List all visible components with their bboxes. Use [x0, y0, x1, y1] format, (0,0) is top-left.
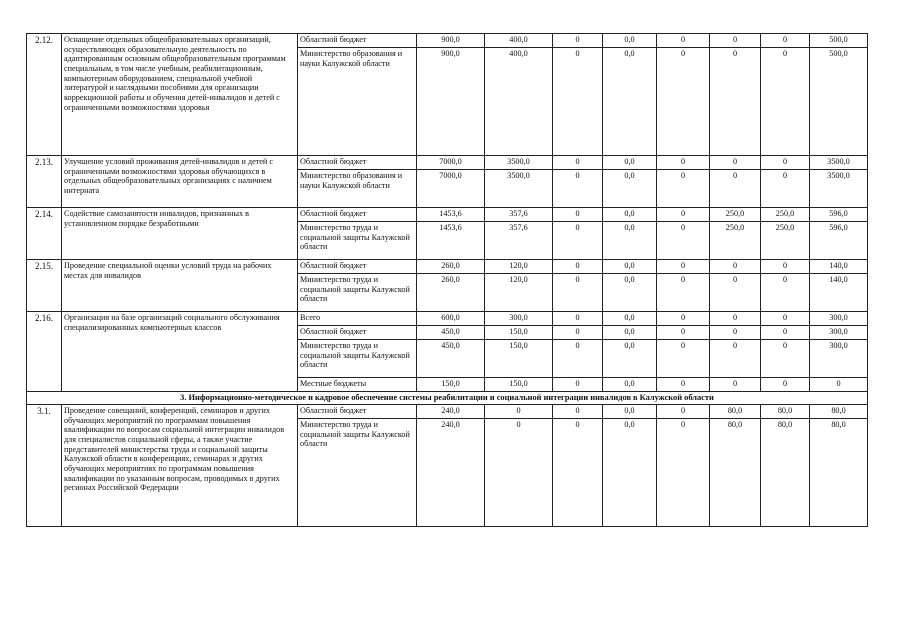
- value-year-1: 0: [485, 404, 553, 418]
- value-year-4: 0: [657, 326, 710, 340]
- program-table: [26, 33, 868, 527]
- value-year-5: 80,0: [710, 404, 761, 418]
- value-total: 450,0: [417, 340, 485, 378]
- table-row: [27, 260, 868, 274]
- value-year-7: 500,0: [810, 34, 868, 48]
- value-year-7: 300,0: [810, 312, 868, 326]
- value-year-2: 0: [553, 418, 603, 526]
- item-number: 2.12.: [27, 34, 62, 156]
- funding-source: Областной бюджет: [298, 34, 417, 48]
- value-year-4: 0: [657, 222, 710, 260]
- table-row: [27, 156, 868, 170]
- value-year-1: 400,0: [485, 34, 553, 48]
- value-total: 1453,6: [417, 208, 485, 222]
- value-year-1: 150,0: [485, 326, 553, 340]
- value-year-1: 357,6: [485, 222, 553, 260]
- value-year-6: 0: [761, 378, 810, 392]
- value-year-6: 250,0: [761, 222, 810, 260]
- value-year-6: 0: [761, 274, 810, 312]
- value-year-1: 300,0: [485, 312, 553, 326]
- value-year-5: 0: [710, 260, 761, 274]
- value-year-3: 0,0: [603, 312, 657, 326]
- value-year-6: 0: [761, 34, 810, 48]
- funding-source: Министерство труда и социальной защиты Калужской области: [298, 418, 417, 526]
- item-number: 2.13.: [27, 156, 62, 208]
- value-year-6: 0: [761, 326, 810, 340]
- value-year-6: 0: [761, 312, 810, 326]
- value-year-4: 0: [657, 378, 710, 392]
- value-year-4: 0: [657, 404, 710, 418]
- value-year-4: 0: [657, 156, 710, 170]
- value-year-2: 0: [553, 378, 603, 392]
- value-year-7: 3500,0: [810, 156, 868, 170]
- value-year-6: 0: [761, 48, 810, 156]
- value-year-4: 0: [657, 170, 710, 208]
- value-year-4: 0: [657, 48, 710, 156]
- value-year-7: 0: [810, 378, 868, 392]
- funding-source: Областной бюджет: [298, 326, 417, 340]
- value-year-6: 0: [761, 156, 810, 170]
- value-year-1: 0: [485, 418, 553, 526]
- value-year-7: 300,0: [810, 326, 868, 340]
- section-header: 3. Информационно-методическое и кадровое обеспечение системы реабилитации и социальной интеграции инвалидов в Калужской области: [27, 392, 868, 405]
- value-year-7: 3500,0: [810, 170, 868, 208]
- value-year-7: 596,0: [810, 208, 868, 222]
- value-year-5: 250,0: [710, 208, 761, 222]
- value-year-5: 0: [710, 340, 761, 378]
- value-year-2: 0: [553, 340, 603, 378]
- value-year-2: 0: [553, 274, 603, 312]
- value-year-3: 0,0: [603, 418, 657, 526]
- value-total: 450,0: [417, 326, 485, 340]
- funding-source: Областной бюджет: [298, 404, 417, 418]
- value-year-3: 0,0: [603, 34, 657, 48]
- value-year-6: 80,0: [761, 418, 810, 526]
- funding-source: Министерство труда и социальной защиты Калужской области: [298, 340, 417, 378]
- funding-source: Министерство труда и социальной защиты Калужской области: [298, 222, 417, 260]
- value-year-2: 0: [553, 260, 603, 274]
- value-year-3: 0,0: [603, 156, 657, 170]
- value-year-4: 0: [657, 260, 710, 274]
- funding-source: Всего: [298, 312, 417, 326]
- value-total: 150,0: [417, 378, 485, 392]
- value-year-6: 0: [761, 340, 810, 378]
- value-year-1: 400,0: [485, 48, 553, 156]
- value-total: 240,0: [417, 418, 485, 526]
- value-year-5: 80,0: [710, 418, 761, 526]
- value-year-3: 0,0: [603, 326, 657, 340]
- value-year-3: 0,0: [603, 48, 657, 156]
- value-year-4: 0: [657, 340, 710, 378]
- value-year-5: 0: [710, 48, 761, 156]
- value-year-5: 0: [710, 378, 761, 392]
- value-year-3: 0,0: [603, 260, 657, 274]
- value-total: 600,0: [417, 312, 485, 326]
- value-year-2: 0: [553, 156, 603, 170]
- value-year-4: 0: [657, 34, 710, 48]
- value-year-6: 250,0: [761, 208, 810, 222]
- value-year-3: 0,0: [603, 274, 657, 312]
- value-year-6: 80,0: [761, 404, 810, 418]
- value-year-2: 0: [553, 312, 603, 326]
- value-year-2: 0: [553, 170, 603, 208]
- value-year-2: 0: [553, 404, 603, 418]
- value-year-1: 3500,0: [485, 156, 553, 170]
- value-year-3: 0,0: [603, 170, 657, 208]
- value-total: 260,0: [417, 274, 485, 312]
- item-number: 2.14.: [27, 208, 62, 260]
- value-total: 900,0: [417, 48, 485, 156]
- value-year-1: 150,0: [485, 378, 553, 392]
- item-description: Проведение специальной оценки условий труда на рабочих местах для инвалидов: [62, 260, 298, 312]
- value-year-6: 0: [761, 260, 810, 274]
- value-year-2: 0: [553, 222, 603, 260]
- value-year-3: 0,0: [603, 378, 657, 392]
- value-year-3: 0,0: [603, 404, 657, 418]
- value-total: 900,0: [417, 34, 485, 48]
- value-year-7: 80,0: [810, 404, 868, 418]
- item-description: Улучшение условий проживания детей-инвалидов и детей с ограниченными возможностями здоровья обучающихся в отдельных общеобразовательных организациях с наличием интерната: [62, 156, 298, 208]
- value-year-7: 140,0: [810, 274, 868, 312]
- value-total: 240,0: [417, 404, 485, 418]
- table-row: [27, 34, 868, 48]
- funding-source: Областной бюджет: [298, 260, 417, 274]
- value-year-2: 0: [553, 34, 603, 48]
- item-number: 2.15.: [27, 260, 62, 312]
- value-year-5: 0: [710, 156, 761, 170]
- value-year-7: 596,0: [810, 222, 868, 260]
- value-year-2: 0: [553, 326, 603, 340]
- item-description: Организация на базе организаций социального обслуживания специализированных компьютерных классов: [62, 312, 298, 392]
- value-year-1: 150,0: [485, 340, 553, 378]
- funding-source: Министерство образования и науки Калужской области: [298, 170, 417, 208]
- item-description: Оснащение отдельных общеобразовательных организаций, осуществляющих образовательную деятельность по адаптированным основным общеобразовательным программам специальным, в том числе учебным, реабилитационным, компьютерным оборудованием, специальной учебной литературой и наглядными пособиями для организации коррекционной работы и обучения детей-инвалидов и детей с ограниченными возможностями здоровья: [62, 34, 298, 156]
- value-year-7: 300,0: [810, 340, 868, 378]
- value-total: 1453,6: [417, 222, 485, 260]
- value-year-5: 0: [710, 34, 761, 48]
- table-row: [27, 208, 868, 222]
- funding-source: Министерство труда и социальной защиты Калужской области: [298, 274, 417, 312]
- value-year-3: 0,0: [603, 340, 657, 378]
- value-year-7: 80,0: [810, 418, 868, 526]
- value-year-4: 0: [657, 418, 710, 526]
- funding-source: Местные бюджеты: [298, 378, 417, 392]
- value-year-5: 0: [710, 170, 761, 208]
- value-year-5: 0: [710, 274, 761, 312]
- value-year-3: 0,0: [603, 208, 657, 222]
- table-row: [27, 404, 868, 418]
- value-total: 260,0: [417, 260, 485, 274]
- value-year-2: 0: [553, 208, 603, 222]
- value-year-1: 120,0: [485, 274, 553, 312]
- value-year-3: 0,0: [603, 222, 657, 260]
- value-year-1: 3500,0: [485, 170, 553, 208]
- value-year-7: 500,0: [810, 48, 868, 156]
- funding-source: Министерство образования и науки Калужской области: [298, 48, 417, 156]
- value-total: 7000,0: [417, 170, 485, 208]
- value-year-5: 0: [710, 312, 761, 326]
- value-year-5: 250,0: [710, 222, 761, 260]
- value-year-4: 0: [657, 274, 710, 312]
- funding-source: Областной бюджет: [298, 156, 417, 170]
- value-year-5: 0: [710, 326, 761, 340]
- section-row: [27, 392, 868, 405]
- item-description: Проведение совещаний, конференций, семинаров и других обучающих мероприятий по программам повышения квалификации по вопросам социальной интеграции инвалидов для специалистов социальной сферы, а также участие представителей министерства труда и социальной защиты Калужской области в конференциях, семинарах и других обучающих мероприятиях по программам повышения квалификации по указанным вопросам, проводимых в других регионах Российской Федерации: [62, 404, 298, 526]
- value-year-6: 0: [761, 170, 810, 208]
- value-year-1: 357,6: [485, 208, 553, 222]
- value-year-4: 0: [657, 208, 710, 222]
- value-year-7: 140,0: [810, 260, 868, 274]
- value-year-4: 0: [657, 312, 710, 326]
- item-number: 3.1.: [27, 404, 62, 526]
- value-year-2: 0: [553, 48, 603, 156]
- value-year-1: 120,0: [485, 260, 553, 274]
- item-description: Содействие самозанятости инвалидов, признанных в установленном порядке безработными: [62, 208, 298, 260]
- funding-source: Областной бюджет: [298, 208, 417, 222]
- table-row: [27, 312, 868, 326]
- value-total: 7000,0: [417, 156, 485, 170]
- item-number: 2.16.: [27, 312, 62, 392]
